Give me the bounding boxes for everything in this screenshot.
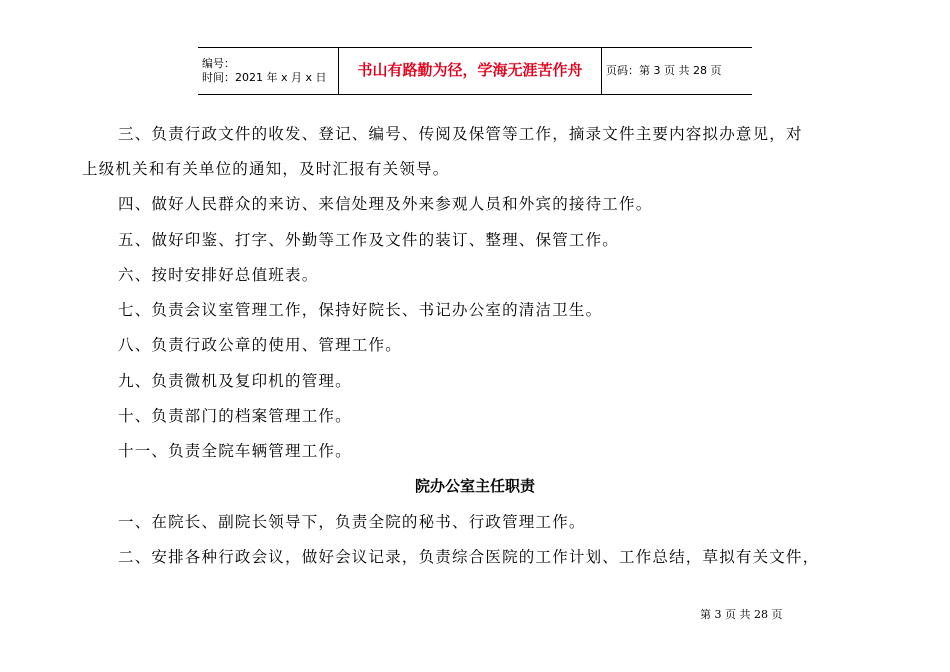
paragraph-line: 六、按时安排好总值班表。 bbox=[118, 266, 319, 284]
section-paragraph-line: 二、安排各种行政会议，做好会议记录，负责综合医院的工作计划、工作总结，草拟有关文件， bbox=[118, 548, 820, 566]
section-paragraph-line: 一、在院长、副院长领导下，负责全院的秘书、行政管理工作。 bbox=[118, 513, 586, 531]
paragraph-line: 四、做好人民群众的来访、来信处理及外来参观人员和外宾的接待工作。 bbox=[118, 195, 653, 213]
paragraph-line: 十、负责部门的档案管理工作。 bbox=[118, 407, 352, 425]
motto-text: 书山有路勤为径，学海无涯苦作舟 bbox=[357, 61, 583, 79]
header-page-cell bbox=[602, 48, 753, 95]
paragraph-line: 五、做好印鉴、打字、外勤等工作及文件的装订、整理、保管工作。 bbox=[118, 231, 620, 249]
page-footer: 第 3 页 共 28 页 bbox=[700, 608, 783, 621]
paragraph-line: 七、负责会议室管理工作，保持好院长、书记办公室的清洁卫生。 bbox=[118, 301, 603, 319]
header-motto-cell bbox=[339, 48, 602, 95]
header-table bbox=[198, 47, 752, 95]
document-date: 时间：2021 年 x 月 x 日 bbox=[202, 71, 327, 84]
section-title: 院办公室主任职责 bbox=[414, 477, 535, 495]
paragraph-line: 十一、负责全院车辆管理工作。 bbox=[118, 442, 352, 460]
paragraph-line: 上级机关和有关单位的通知，及时汇报有关领导。 bbox=[82, 160, 450, 178]
page-code: 页码：第 3 页 共 28 页 bbox=[606, 64, 722, 77]
paragraph-line: 八、负责行政公章的使用、管理工作。 bbox=[118, 336, 402, 354]
document-number-label: 编号： bbox=[202, 57, 235, 70]
header-meta-cell bbox=[198, 48, 339, 95]
paragraph-line: 三、负责行政文件的收发、登记、编号、传阅及保管等工作，摘录文件主要内容拟办意见，对 bbox=[118, 125, 803, 143]
paragraph-line: 九、负责微机及复印机的管理。 bbox=[118, 372, 352, 390]
